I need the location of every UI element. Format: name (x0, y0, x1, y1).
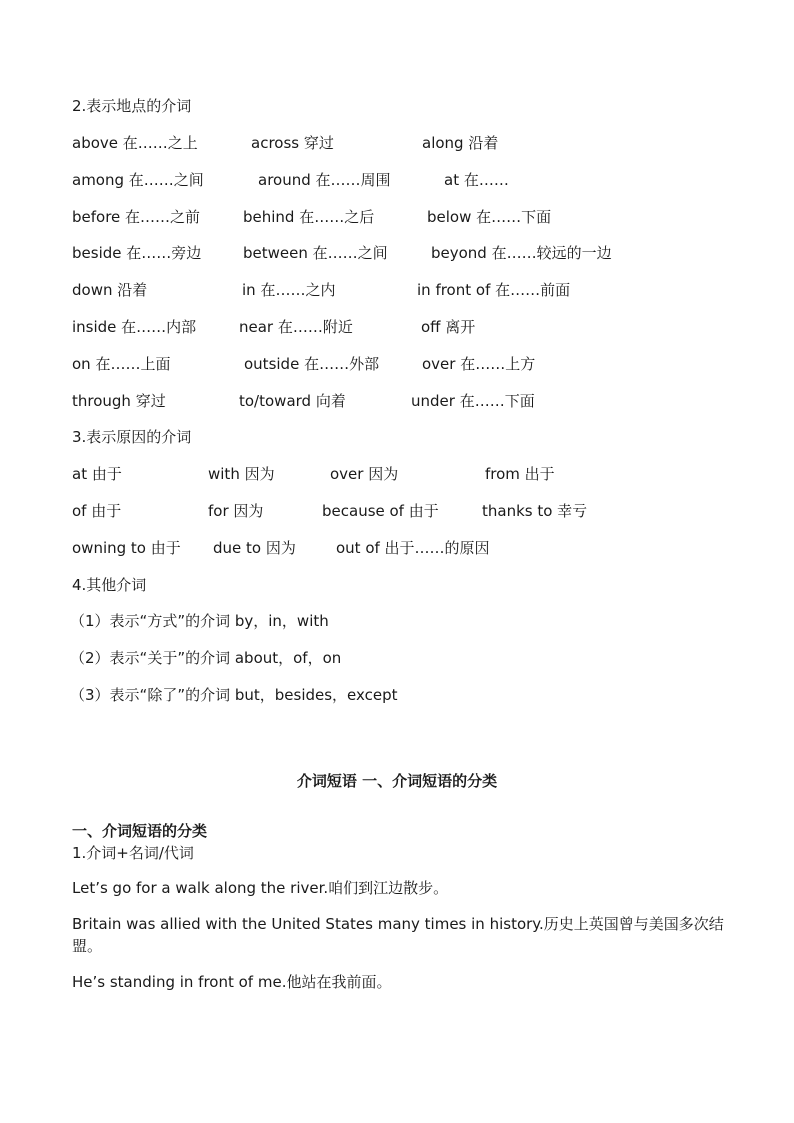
place-item: among 在……之间 (72, 171, 204, 189)
section-title: 介词短语 一、介词短语的分类 (296, 772, 498, 790)
example-sentence: Britain was allied with the United States many times in history.历史上英国曾与美国多次结盟。 (72, 915, 724, 955)
cause-item: of 由于 (72, 502, 122, 520)
place-item: outside 在……外部 (244, 355, 380, 373)
cause-item: from 出于 (485, 465, 555, 483)
cause-item: with 因为 (208, 465, 275, 483)
place-item: down 沿着 (72, 281, 148, 299)
place-item: between 在……之间 (243, 244, 388, 262)
place-item: near 在……附近 (239, 318, 353, 336)
place-item: before 在……之前 (72, 208, 201, 226)
place-item: to/toward 向着 (239, 392, 346, 410)
cause-item: out of 出于……的原因 (336, 539, 490, 557)
other-prepositions-heading: 4.其他介词 (72, 576, 147, 594)
list-item: （1）表示“方式”的介词 by，in，with (70, 612, 329, 630)
cause-item: thanks to 幸亏 (482, 502, 588, 520)
place-item: under 在……下面 (411, 392, 535, 410)
place-item: on 在……上面 (72, 355, 171, 373)
place-item: in front of 在……前面 (417, 281, 571, 299)
section-subheading: 一、介词短语的分类 (72, 822, 208, 840)
place-item: around 在……周围 (258, 171, 391, 189)
example-sentence: Let’s go for a walk along the river.咱们到江边散步。 (72, 879, 449, 897)
place-item: at 在…… (444, 171, 509, 189)
list-item: （2）表示“关于”的介词 about，of，on (70, 649, 342, 667)
place-prepositions-heading: 2.表示地点的介词 (72, 97, 192, 115)
place-item: across 穿过 (251, 134, 334, 152)
phrase-type-heading: 1.介词+名词/代词 (72, 844, 194, 862)
place-item: over 在……上方 (422, 355, 536, 373)
cause-item: due to 因为 (213, 539, 296, 557)
place-item: beside 在……旁边 (72, 244, 202, 262)
place-item: inside 在……内部 (72, 318, 197, 336)
list-item: （3）表示“除了”的介词 but，besides，except (70, 686, 398, 704)
place-item: through 穿过 (72, 392, 166, 410)
cause-item: for 因为 (208, 502, 264, 520)
place-item: in 在……之内 (242, 281, 336, 299)
cause-item: at 由于 (72, 465, 122, 483)
cause-item: over 因为 (330, 465, 399, 483)
cause-prepositions-heading: 3.表示原因的介词 (72, 428, 192, 446)
place-item: off 离开 (421, 318, 476, 336)
place-item: above 在……之上 (72, 134, 198, 152)
place-item: along 沿着 (422, 134, 499, 152)
place-item: below 在……下面 (427, 208, 552, 226)
cause-item: owning to 由于 (72, 539, 181, 557)
cause-item: because of 由于 (322, 502, 439, 520)
example-sentence: He’s standing in front of me.他站在我前面。 (72, 973, 392, 991)
place-item: beyond 在……较远的一边 (431, 244, 612, 262)
place-item: behind 在……之后 (243, 208, 375, 226)
